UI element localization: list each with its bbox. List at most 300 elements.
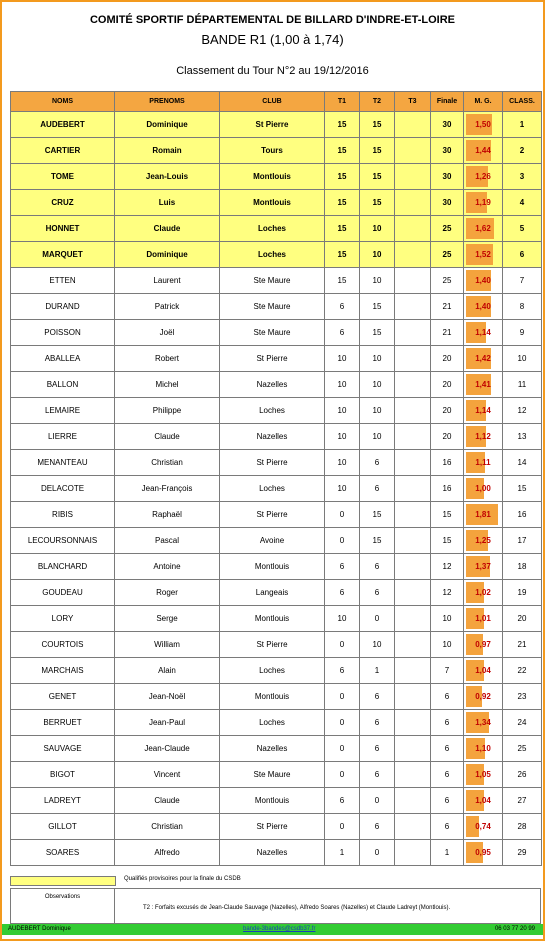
cell-prenom: Philippe: [115, 398, 220, 424]
cell-t2: 15: [360, 528, 395, 554]
mg-value: 0,95: [475, 848, 491, 857]
table-row: [11, 840, 542, 866]
cell-t2: 6: [360, 814, 395, 840]
cell-t1: 10: [325, 476, 360, 502]
mg-value: 1,04: [475, 796, 491, 805]
mg-value: 1,37: [475, 562, 491, 571]
mg-value: 1,40: [475, 302, 491, 311]
table-row: [11, 320, 542, 346]
cell-mg: [464, 398, 503, 424]
col-header-t1: T1: [325, 92, 360, 112]
cell-nom: GOUDEAU: [11, 580, 115, 606]
cell-mg: [464, 788, 503, 814]
cell-finale: 30: [431, 190, 464, 216]
cell-t2: 10: [360, 346, 395, 372]
cell-class: 10: [503, 346, 542, 372]
cell-t2: 10: [360, 372, 395, 398]
cell-club: Avoine: [220, 528, 325, 554]
mg-value: 1,40: [475, 276, 491, 285]
col-header-finale: Finale: [431, 92, 464, 112]
cell-finale: 6: [431, 814, 464, 840]
cell-nom: LIERRE: [11, 424, 115, 450]
cell-club: Loches: [220, 476, 325, 502]
cell-mg: [464, 684, 503, 710]
cell-mg: [464, 216, 503, 242]
mg-value: 1,52: [475, 250, 491, 259]
cell-prenom: Claude: [115, 788, 220, 814]
table-row: [11, 502, 542, 528]
table-row: [11, 294, 542, 320]
cell-t1: 0: [325, 528, 360, 554]
table-row: [11, 580, 542, 606]
cell-mg: [464, 320, 503, 346]
table-row: [11, 632, 542, 658]
cell-finale: 12: [431, 580, 464, 606]
cell-t3: [395, 840, 431, 866]
cell-prenom: Joël: [115, 320, 220, 346]
cell-finale: 21: [431, 294, 464, 320]
cell-club: Loches: [220, 398, 325, 424]
table-row: [11, 424, 542, 450]
cell-finale: 21: [431, 320, 464, 346]
cell-prenom: Laurent: [115, 268, 220, 294]
cell-nom: AUDEBERT: [11, 112, 115, 138]
mg-value: 0,92: [475, 692, 491, 701]
table-row: [11, 606, 542, 632]
cell-mg: [464, 840, 503, 866]
cell-t2: 6: [360, 684, 395, 710]
cell-t1: 15: [325, 268, 360, 294]
cell-t3: [395, 294, 431, 320]
cell-t3: [395, 476, 431, 502]
cell-club: Loches: [220, 216, 325, 242]
cell-prenom: Claude: [115, 424, 220, 450]
cell-class: 9: [503, 320, 542, 346]
cell-prenom: Luis: [115, 190, 220, 216]
cell-t1: 10: [325, 606, 360, 632]
cell-t1: 10: [325, 346, 360, 372]
cell-prenom: Robert: [115, 346, 220, 372]
cell-nom: POISSON: [11, 320, 115, 346]
cell-t2: 15: [360, 502, 395, 528]
cell-t2: 15: [360, 294, 395, 320]
cell-prenom: Jean-Louis: [115, 164, 220, 190]
cell-club: Ste Maure: [220, 268, 325, 294]
legend-swatch: [10, 876, 116, 886]
table-row: [11, 762, 542, 788]
cell-mg: [464, 346, 503, 372]
cell-class: 5: [503, 216, 542, 242]
cell-prenom: Christian: [115, 814, 220, 840]
mg-value: 1,62: [475, 224, 491, 233]
legend: [10, 875, 541, 887]
cell-mg: [464, 450, 503, 476]
mg-value: 1,04: [475, 666, 491, 675]
cell-t3: [395, 268, 431, 294]
mg-value: 1,10: [475, 744, 491, 753]
cell-finale: 10: [431, 632, 464, 658]
cell-t2: 6: [360, 450, 395, 476]
mg-value: 1,11: [475, 458, 491, 467]
cell-nom: LORY: [11, 606, 115, 632]
cell-club: Montlouis: [220, 164, 325, 190]
table-row: [11, 112, 542, 138]
cell-t1: 0: [325, 710, 360, 736]
cell-class: 20: [503, 606, 542, 632]
cell-mg: [464, 580, 503, 606]
cell-nom: BIGOT: [11, 762, 115, 788]
cell-mg: [464, 372, 503, 398]
cell-t2: 15: [360, 190, 395, 216]
cell-t3: [395, 606, 431, 632]
cell-t2: 10: [360, 268, 395, 294]
col-header-mg: M. G.: [464, 92, 503, 112]
table-row: [11, 268, 542, 294]
mg-value: 1,25: [475, 536, 491, 545]
cell-prenom: Christian: [115, 450, 220, 476]
cell-finale: 30: [431, 164, 464, 190]
cell-club: Montlouis: [220, 684, 325, 710]
cell-t1: 0: [325, 814, 360, 840]
cell-class: 24: [503, 710, 542, 736]
cell-mg: [464, 528, 503, 554]
cell-finale: 20: [431, 346, 464, 372]
cell-nom: CRUZ: [11, 190, 115, 216]
table-row: [11, 476, 542, 502]
cell-finale: 6: [431, 736, 464, 762]
cell-class: 17: [503, 528, 542, 554]
table-row: [11, 242, 542, 268]
cell-mg: [464, 736, 503, 762]
mg-value: 1,14: [475, 328, 491, 337]
cell-nom: TOME: [11, 164, 115, 190]
cell-club: Montlouis: [220, 606, 325, 632]
cell-nom: HONNET: [11, 216, 115, 242]
cell-t1: 6: [325, 580, 360, 606]
cell-t2: 15: [360, 138, 395, 164]
cell-club: Ste Maure: [220, 320, 325, 346]
cell-t3: [395, 632, 431, 658]
cell-prenom: Serge: [115, 606, 220, 632]
mg-value: 0,97: [475, 640, 491, 649]
cell-class: 13: [503, 424, 542, 450]
cell-t2: 6: [360, 476, 395, 502]
cell-class: 15: [503, 476, 542, 502]
cell-club: Nazelles: [220, 736, 325, 762]
cell-t2: 6: [360, 736, 395, 762]
cell-prenom: Vincent: [115, 762, 220, 788]
cell-t1: 15: [325, 138, 360, 164]
cell-finale: 6: [431, 710, 464, 736]
cell-nom: LECOURSONNAIS: [11, 528, 115, 554]
mg-value: 1,34: [475, 718, 491, 727]
table-row: [11, 346, 542, 372]
cell-club: Loches: [220, 710, 325, 736]
cell-nom: LADREYT: [11, 788, 115, 814]
cell-t3: [395, 814, 431, 840]
cell-club: Montlouis: [220, 554, 325, 580]
cell-nom: MARQUET: [11, 242, 115, 268]
col-header-t2: T2: [360, 92, 395, 112]
table-row: [11, 450, 542, 476]
cell-prenom: Patrick: [115, 294, 220, 320]
cell-nom: ETTEN: [11, 268, 115, 294]
mg-value: 1,41: [475, 380, 491, 389]
cell-t1: 10: [325, 398, 360, 424]
cell-prenom: Jean-François: [115, 476, 220, 502]
cell-mg: [464, 710, 503, 736]
ranking-table: [10, 91, 542, 866]
cell-finale: 6: [431, 762, 464, 788]
cell-prenom: Dominique: [115, 242, 220, 268]
cell-t3: [395, 762, 431, 788]
table-row: [11, 658, 542, 684]
cell-finale: 7: [431, 658, 464, 684]
cell-t2: 6: [360, 710, 395, 736]
cell-nom: CARTIER: [11, 138, 115, 164]
cell-finale: 15: [431, 528, 464, 554]
cell-club: Montlouis: [220, 788, 325, 814]
cell-club: Ste Maure: [220, 762, 325, 788]
cell-t2: 0: [360, 788, 395, 814]
cell-club: Loches: [220, 658, 325, 684]
cell-club: Ste Maure: [220, 294, 325, 320]
cell-t3: [395, 190, 431, 216]
table-row: [11, 138, 542, 164]
cell-class: 4: [503, 190, 542, 216]
cell-club: Nazelles: [220, 840, 325, 866]
cell-t2: 15: [360, 164, 395, 190]
table-body: [11, 112, 542, 866]
cell-finale: 25: [431, 242, 464, 268]
cell-class: 22: [503, 658, 542, 684]
cell-prenom: Antoine: [115, 554, 220, 580]
cell-t2: 1: [360, 658, 395, 684]
cell-t3: [395, 684, 431, 710]
cell-mg: [464, 424, 503, 450]
cell-nom: GILLOT: [11, 814, 115, 840]
table-row: [11, 398, 542, 424]
observations-box: [10, 888, 541, 924]
cell-mg: [464, 762, 503, 788]
cell-t1: 15: [325, 242, 360, 268]
cell-class: 29: [503, 840, 542, 866]
cell-t1: 15: [325, 190, 360, 216]
mg-value: 1,12: [475, 432, 491, 441]
mg-value: 1,42: [475, 354, 491, 363]
cell-t3: [395, 320, 431, 346]
cell-mg: [464, 502, 503, 528]
cell-t2: 6: [360, 580, 395, 606]
cell-t3: [395, 242, 431, 268]
cell-t3: [395, 554, 431, 580]
cell-class: 1: [503, 112, 542, 138]
cell-class: 28: [503, 814, 542, 840]
mg-value: 1,50: [475, 120, 491, 129]
cell-t1: 1: [325, 840, 360, 866]
cell-t1: 0: [325, 632, 360, 658]
cell-t1: 6: [325, 294, 360, 320]
cell-t1: 15: [325, 164, 360, 190]
cell-class: 23: [503, 684, 542, 710]
mg-value: 1,01: [475, 614, 491, 623]
cell-mg: [464, 112, 503, 138]
cell-t1: 10: [325, 450, 360, 476]
legend-text: Qualifiés provisoires pour la finale du CSDB: [124, 876, 241, 882]
cell-nom: BERRUET: [11, 710, 115, 736]
cell-mg: [464, 294, 503, 320]
cell-t3: [395, 658, 431, 684]
cell-nom: MENANTEAU: [11, 450, 115, 476]
cell-club: Nazelles: [220, 424, 325, 450]
cell-nom: SAUVAGE: [11, 736, 115, 762]
table-row: [11, 190, 542, 216]
cell-mg: [464, 814, 503, 840]
table-row: [11, 736, 542, 762]
mg-value: 1,19: [475, 198, 491, 207]
cell-nom: DELACOTE: [11, 476, 115, 502]
cell-t2: 0: [360, 606, 395, 632]
cell-t1: 0: [325, 684, 360, 710]
cell-t3: [395, 138, 431, 164]
cell-t3: [395, 424, 431, 450]
table-row: [11, 788, 542, 814]
cell-t2: 10: [360, 424, 395, 450]
cell-mg: [464, 606, 503, 632]
cell-t1: 0: [325, 762, 360, 788]
cell-t3: [395, 398, 431, 424]
cell-t1: 15: [325, 216, 360, 242]
ranking-caption: Classement du Tour N°2 au 19/12/2016: [176, 65, 369, 77]
cell-t1: 6: [325, 554, 360, 580]
footer-email-link[interactable]: bande-3bandes@csdb37.fr: [243, 926, 316, 932]
cell-t2: 10: [360, 632, 395, 658]
mg-value: 0,74: [475, 822, 491, 831]
cell-club: Loches: [220, 242, 325, 268]
cell-t2: 10: [360, 216, 395, 242]
cell-t1: 6: [325, 658, 360, 684]
cell-t1: 15: [325, 112, 360, 138]
cell-nom: DURAND: [11, 294, 115, 320]
table-row: [11, 216, 542, 242]
cell-t3: [395, 580, 431, 606]
footer-phone: 06 03 77 20 99: [494, 926, 535, 932]
cell-t3: [395, 372, 431, 398]
cell-prenom: Jean-Noël: [115, 684, 220, 710]
cell-class: 12: [503, 398, 542, 424]
cell-class: 11: [503, 372, 542, 398]
cell-t3: [395, 164, 431, 190]
cell-finale: 16: [431, 450, 464, 476]
cell-t2: 15: [360, 320, 395, 346]
cell-finale: 1: [431, 840, 464, 866]
cell-class: 16: [503, 502, 542, 528]
col-header-noms: NOMS: [11, 92, 115, 112]
table-row: [11, 528, 542, 554]
cell-nom: SOARES: [11, 840, 115, 866]
cell-t3: [395, 112, 431, 138]
mg-value: 1,14: [475, 406, 491, 415]
table-row: [11, 814, 542, 840]
cell-mg: [464, 476, 503, 502]
cell-club: St Pierre: [220, 632, 325, 658]
cell-finale: 25: [431, 216, 464, 242]
cell-mg: [464, 138, 503, 164]
cell-nom: COURTOIS: [11, 632, 115, 658]
col-header-t3: T3: [395, 92, 431, 112]
cell-mg: [464, 242, 503, 268]
cell-nom: GENET: [11, 684, 115, 710]
cell-prenom: Raphaël: [115, 502, 220, 528]
cell-nom: LEMAIRE: [11, 398, 115, 424]
cell-t2: 10: [360, 398, 395, 424]
cell-t2: 0: [360, 840, 395, 866]
cell-club: St Pierre: [220, 346, 325, 372]
cell-class: 26: [503, 762, 542, 788]
cell-nom: BLANCHARD: [11, 554, 115, 580]
footer-bar: [2, 924, 543, 935]
cell-finale: 20: [431, 372, 464, 398]
cell-nom: MARCHAIS: [11, 658, 115, 684]
cell-class: 14: [503, 450, 542, 476]
mg-value: 1,00: [475, 484, 491, 493]
cell-t1: 6: [325, 320, 360, 346]
mg-value: 1,44: [475, 146, 491, 155]
cell-club: St Pierre: [220, 814, 325, 840]
cell-finale: 16: [431, 476, 464, 502]
cell-mg: [464, 268, 503, 294]
page-title: COMITÉ SPORTIF DÉPARTEMENTAL DE BILLARD D'INDRE-ET-LOIRE: [89, 14, 455, 26]
cell-class: 21: [503, 632, 542, 658]
cell-mg: [464, 164, 503, 190]
cell-club: Langeais: [220, 580, 325, 606]
mg-value: 1,02: [475, 588, 491, 597]
cell-mg: [464, 190, 503, 216]
cell-t3: [395, 528, 431, 554]
cell-finale: 25: [431, 268, 464, 294]
cell-finale: 30: [431, 138, 464, 164]
cell-mg: [464, 632, 503, 658]
cell-class: 25: [503, 736, 542, 762]
cell-nom: RIBIS: [11, 502, 115, 528]
cell-t3: [395, 710, 431, 736]
cell-nom: BALLON: [11, 372, 115, 398]
cell-finale: 30: [431, 112, 464, 138]
cell-prenom: Dominique: [115, 112, 220, 138]
cell-class: 19: [503, 580, 542, 606]
cell-t2: 10: [360, 242, 395, 268]
cell-finale: 15: [431, 502, 464, 528]
cell-finale: 20: [431, 398, 464, 424]
cell-prenom: William: [115, 632, 220, 658]
cell-t3: [395, 216, 431, 242]
cell-club: Tours: [220, 138, 325, 164]
observations-label: Observations: [11, 889, 115, 923]
cell-t1: 10: [325, 424, 360, 450]
cell-mg: [464, 554, 503, 580]
cell-class: 3: [503, 164, 542, 190]
cell-finale: 6: [431, 684, 464, 710]
col-header-club: CLUB: [220, 92, 325, 112]
cell-prenom: Alain: [115, 658, 220, 684]
table-row: [11, 684, 542, 710]
table-row: [11, 554, 542, 580]
cell-class: 27: [503, 788, 542, 814]
cell-t3: [395, 788, 431, 814]
cell-t3: [395, 450, 431, 476]
cell-class: 6: [503, 242, 542, 268]
cell-prenom: Michel: [115, 372, 220, 398]
